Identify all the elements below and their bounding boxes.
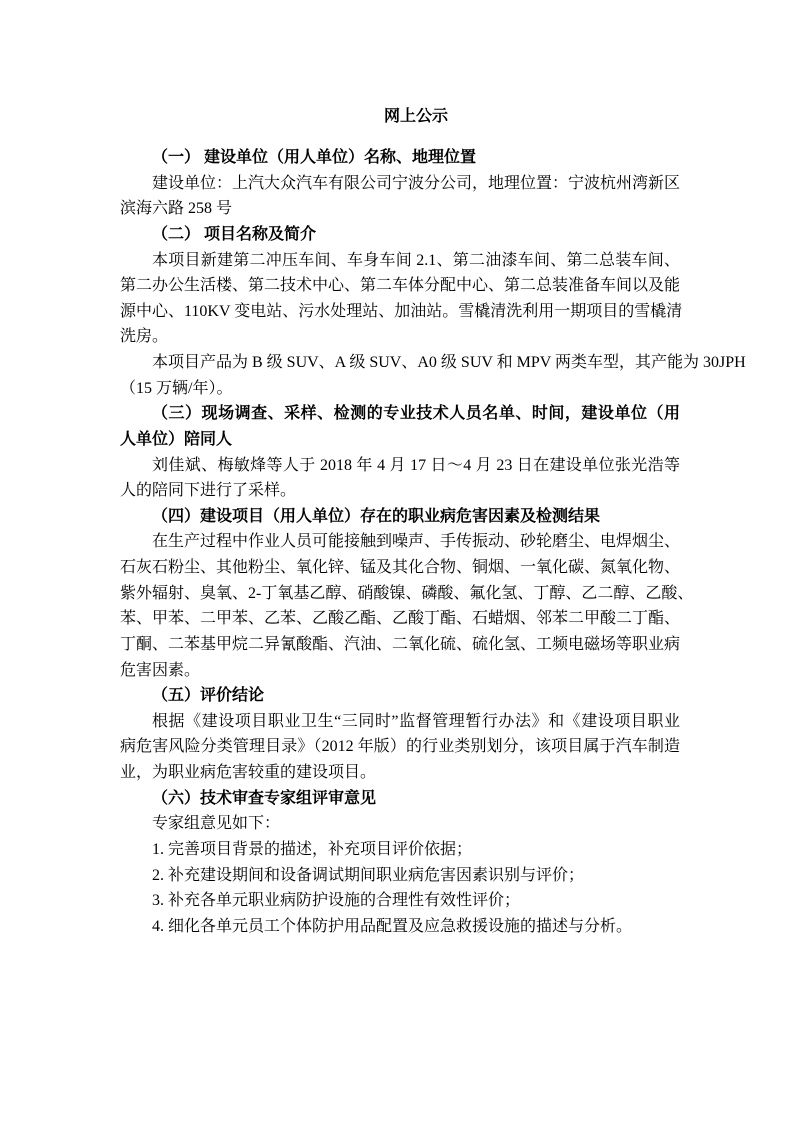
section-heading: （三）现场调查、采样、检测的专业技术人员名单、时间，建设单位（用 [152, 405, 680, 423]
paragraph-line: 病危害风险分类管理目录》（2012 年版）的行业类别划分，该项目属于汽车制造 [120, 738, 680, 756]
section-heading: （五）评价结论 [152, 687, 265, 705]
paragraph-line: 洗房。 [120, 328, 169, 346]
paragraph-line: 滨海六路 258 号 [120, 200, 233, 218]
section-project-summary [120, 222, 746, 401]
paragraph-line: 在生产过程中作业人员可能接触到噪声、手传振动、砂轮磨尘、电焊烟尘、 [152, 533, 681, 551]
section-heading: （一） 建设单位（用人单位）名称、地理位置 [152, 149, 477, 166]
paragraph-line: 紫外辐射、臭氧、2-丁氧基乙醇、硝酸镍、磷酸、氟化氢、丁醇、乙二醇、乙酸、 [120, 584, 694, 602]
paragraph-line: 根据《建设项目职业卫生“三同时”监督管理暂行办法》和《建设项目职业 [152, 712, 680, 730]
paragraph-line: 人的陪同下进行了采样。 [120, 482, 297, 500]
paragraph-line: 业，为职业病危害较重的建设项目。 [120, 764, 377, 781]
paragraph-line: 本项目新建第二冲压车间、车身车间 2.1、第二油漆车间、第二总装车间、 [152, 251, 680, 269]
section-heading: 人单位）陪同人 [120, 430, 233, 448]
paragraph-line: 本项目产品为 B 级 SUV、A 级 SUV、A0 级 SUV 和 MPV 两类车型，其产能为 30JPH [152, 354, 746, 371]
section-survey-staff [120, 401, 680, 504]
section-hazard-factors [120, 504, 694, 683]
section-conclusion [120, 683, 680, 786]
list-item: 2. 补充建设期间和设备调试期间职业病危害因素识别与评价； [152, 866, 585, 884]
paragraph-line: 刘佳斌、梅敏烽等人于 2018 年 4 月 17 日～4 月 23 日在建设单位张光浩等 [152, 456, 680, 474]
section-heading: （六）技术审查专家组评审意见 [152, 789, 377, 807]
paragraph-line: 建设单位：上汽大众汽车有限公司宁波分公司，地理位置：宁波杭州湾新区 [152, 174, 681, 192]
paragraph-line: 石灰石粉尘、其他粉尘、氧化锌、锰及其化合物、铜烟、一氧化碳、氮氧化物、 [120, 559, 681, 576]
paragraph-line: 苯、甲苯、二甲苯、乙苯、乙酸乙酯、乙酸丁酯、石蜡烟、邻苯二甲酸二丁酯、 [120, 610, 681, 628]
section-heading: （四）建设项目（用人单位）存在的职业病危害因素及检测结果 [152, 507, 601, 525]
list-item: 3. 补充各单元职业病防护设施的合理性有效性评价； [152, 892, 521, 910]
paragraph-line: 丁酮、二苯基甲烷二异氰酸酯、汽油、二氧化硫、硫化氢、工频电磁场等职业病 [120, 635, 681, 653]
paragraph-line: 第二办公生活楼、第二技术中心、第二车体分配中心、第二总装准备车间以及能 [120, 277, 681, 295]
section-heading: （二） 项目名称及简介 [152, 225, 317, 243]
paragraph-line: 专家组意见如下： [152, 815, 281, 833]
paragraph-line: 源中心、110KV 变电站、污水处理站、加油站。雪橇清洗利用一期项目的雪橇清 [120, 302, 683, 320]
section-site-info [120, 145, 680, 222]
document-title: 网上公示 [384, 108, 449, 125]
list-item: 4. 细化各单元员工个体防护用品配置及应急救援设施的描述与分析。 [152, 917, 633, 935]
document-body [120, 145, 746, 939]
paragraph-line: 危害因素。 [120, 661, 201, 679]
paragraph-line: （15 万辆/年）。 [120, 379, 233, 397]
list-item: 1. 完善项目背景的描述，补充项目评价依据； [152, 840, 473, 858]
section-expert-review [120, 786, 680, 940]
